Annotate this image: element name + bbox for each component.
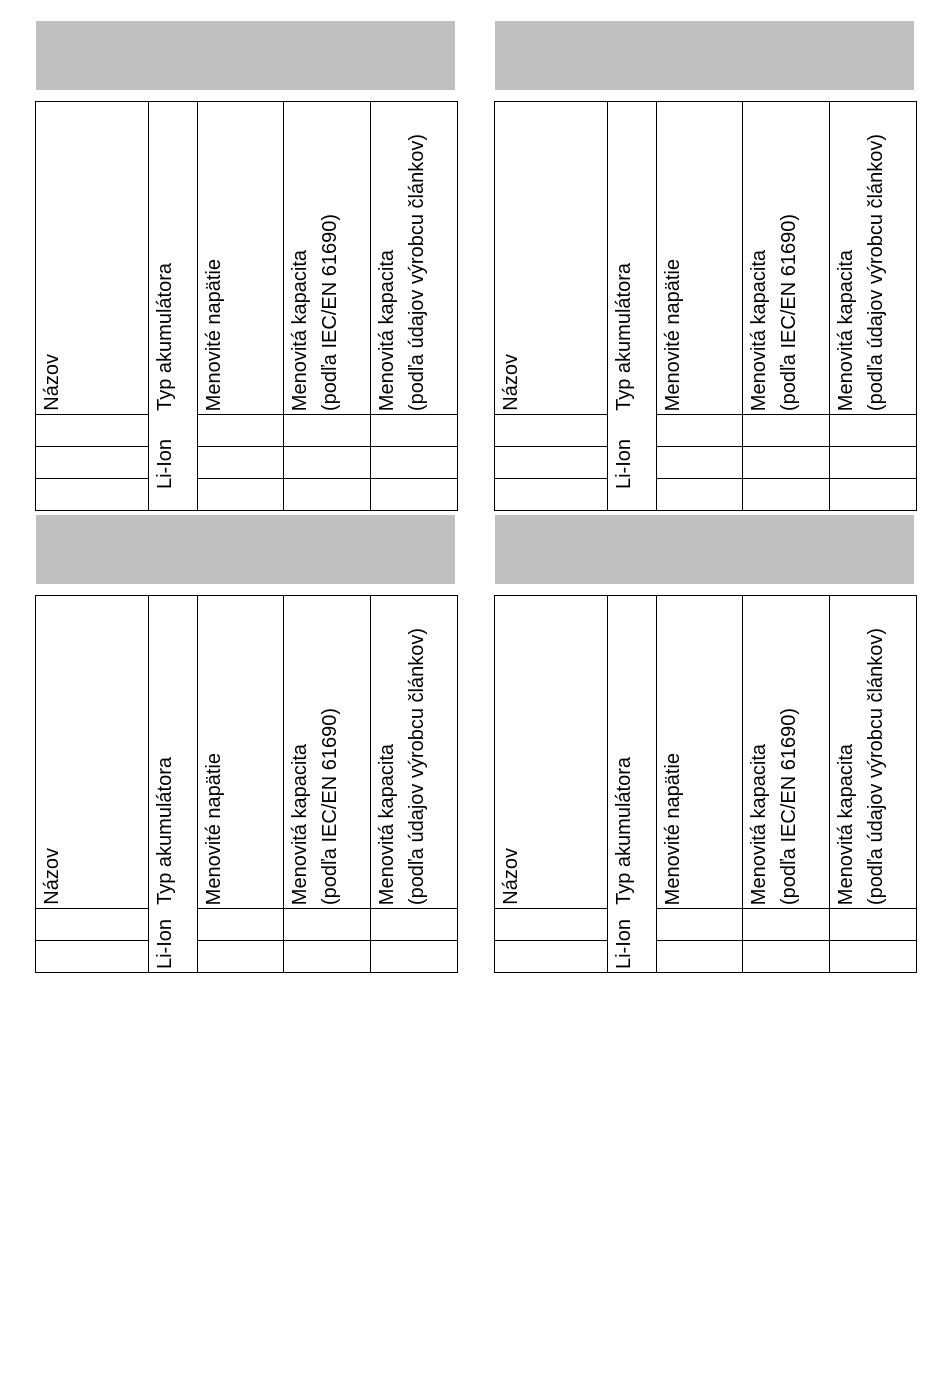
label-table-bottom-left	[35, 595, 458, 973]
name-label: Názov	[500, 354, 522, 411]
capacity-iec-label-line1: Menovitá kapacita	[289, 743, 311, 905]
battery-type-label: Typ akumulátora	[154, 263, 176, 411]
capacity-mfr-label-line1: Menovitá kapacita	[376, 249, 398, 411]
capacity-iec-label-line1: Menovitá kapacita	[748, 249, 770, 411]
name-label: Názov	[41, 848, 63, 905]
nominal-voltage-label: Menovité napätie	[203, 752, 225, 905]
battery-type-value: Li-Ion	[613, 438, 635, 489]
capacity-mfr-label-line2: (podľa údajov výrobcu článkov)	[406, 133, 428, 411]
capacity-mfr-label-line1: Menovitá kapacita	[835, 249, 857, 411]
header-bar-bottom-left	[36, 515, 455, 584]
capacity-iec-label-line2: (podľa IEC/EN 61690)	[778, 707, 800, 905]
nominal-voltage-label: Menovité napätie	[662, 752, 684, 905]
header-bar-top-right	[495, 21, 914, 90]
battery-type-value: Li-Ion	[154, 438, 176, 489]
header-bar-top-left	[36, 21, 455, 90]
battery-type-value: Li-Ion	[613, 918, 635, 969]
label-table-top-right	[494, 101, 917, 511]
capacity-mfr-label-line2: (podľa údajov výrobcu článkov)	[406, 627, 428, 905]
capacity-iec-label-line2: (podľa IEC/EN 61690)	[778, 213, 800, 411]
capacity-iec-label-line1: Menovitá kapacita	[748, 743, 770, 905]
capacity-mfr-label-line2: (podľa údajov výrobcu článkov)	[865, 133, 887, 411]
name-label: Názov	[500, 848, 522, 905]
battery-type-label: Typ akumulátora	[613, 263, 635, 411]
battery-type-value: Li-Ion	[154, 918, 176, 969]
battery-type-label: Typ akumulátora	[154, 757, 176, 905]
capacity-iec-label-line1: Menovitá kapacita	[289, 249, 311, 411]
nominal-voltage-label: Menovité napätie	[203, 258, 225, 411]
capacity-iec-label-line2: (podľa IEC/EN 61690)	[319, 707, 341, 905]
battery-type-label: Typ akumulátora	[613, 757, 635, 905]
capacity-mfr-label-line2: (podľa údajov výrobcu článkov)	[865, 627, 887, 905]
capacity-mfr-label-line1: Menovitá kapacita	[835, 743, 857, 905]
nominal-voltage-label: Menovité napätie	[662, 258, 684, 411]
label-table-bottom-right	[494, 595, 917, 973]
capacity-iec-label-line2: (podľa IEC/EN 61690)	[319, 213, 341, 411]
label-table-top-left	[35, 101, 458, 511]
header-bar-bottom-right	[495, 515, 914, 584]
capacity-mfr-label-line1: Menovitá kapacita	[376, 743, 398, 905]
name-label: Názov	[41, 354, 63, 411]
